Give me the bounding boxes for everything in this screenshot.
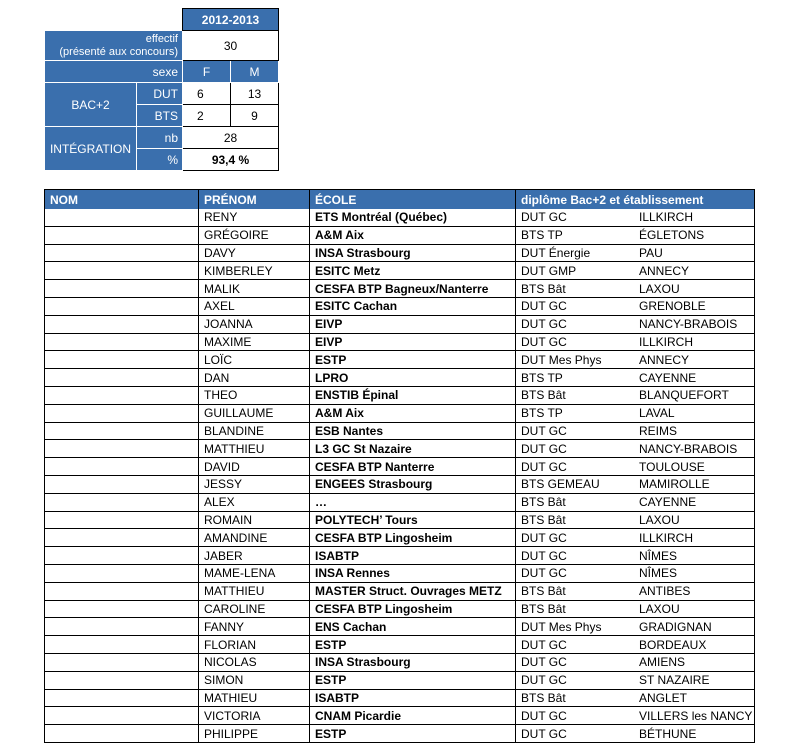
diplome-type: BTS Bât xyxy=(521,281,566,296)
effectif-value: 30 xyxy=(183,31,279,61)
cell-prenom: MALIK xyxy=(199,280,310,298)
cell-nom xyxy=(45,209,199,226)
sexe-m: M xyxy=(231,61,279,83)
diplome-type: BTS TP xyxy=(521,370,563,385)
diplome-type: DUT Énergie xyxy=(521,245,591,260)
list-header-row xyxy=(45,190,755,210)
diplome-type: BTS Bât xyxy=(521,601,566,616)
diplome-type: BTS Bât xyxy=(521,512,566,527)
diplome-etablissement: MAMIROLLE xyxy=(639,477,710,492)
dut-m-value: 13 xyxy=(231,83,279,105)
cell-ecole: POLYTECH’ Tours xyxy=(310,511,516,529)
table-row xyxy=(45,386,755,404)
dut-f-value: 6 xyxy=(183,83,231,105)
cell-nom xyxy=(45,458,199,476)
cell-diplome xyxy=(516,529,755,547)
table-row xyxy=(45,422,755,440)
cell-diplome xyxy=(516,315,755,333)
cell-nom xyxy=(45,315,199,333)
dut-label: DUT xyxy=(137,83,183,105)
bts-f-value: 2 xyxy=(183,105,231,127)
cell-diplome xyxy=(516,582,755,600)
sexe-f: F xyxy=(183,61,231,83)
diplome-type: BTS Bât xyxy=(521,690,566,705)
cell-ecole: ESITC Metz xyxy=(310,262,516,280)
cell-prenom: FLORIAN xyxy=(199,636,310,654)
table-row xyxy=(45,280,755,298)
table-row xyxy=(45,404,755,422)
cell-ecole: ISABTP xyxy=(310,547,516,565)
diplome-etablissement: VILLERS les NANCY xyxy=(639,708,753,723)
cell-prenom: ROMAIN xyxy=(199,511,310,529)
cell-prenom: MAXIME xyxy=(199,333,310,351)
table-row xyxy=(45,440,755,458)
cell-nom xyxy=(45,369,199,387)
cell-nom xyxy=(45,564,199,582)
cell-prenom: DAVY xyxy=(199,244,310,262)
diplome-type: DUT GMP xyxy=(521,263,577,278)
cell-ecole: ESTP xyxy=(310,725,516,743)
pct-label: % xyxy=(137,149,183,171)
cell-ecole: INSA Strasbourg xyxy=(310,244,516,262)
diplome-etablissement: CAYENNE xyxy=(639,495,697,510)
cell-prenom: JOANNA xyxy=(199,315,310,333)
table-row xyxy=(45,564,755,582)
diplome-type: DUT GC xyxy=(521,548,567,563)
cell-diplome xyxy=(516,564,755,582)
table-row xyxy=(45,226,755,244)
list-body xyxy=(45,209,755,742)
sexe-row xyxy=(45,61,279,83)
cell-nom xyxy=(45,475,199,493)
header-ecole: ÉCOLE xyxy=(310,190,516,210)
students-table xyxy=(44,189,755,743)
table-row xyxy=(45,725,755,743)
diplome-type: BTS TP xyxy=(521,228,563,243)
cell-nom xyxy=(45,600,199,618)
cell-diplome xyxy=(516,547,755,565)
diplome-type: DUT GC xyxy=(521,566,567,581)
cell-prenom: VICTORIA xyxy=(199,707,310,725)
cell-nom xyxy=(45,493,199,511)
cell-nom xyxy=(45,280,199,298)
cell-nom xyxy=(45,333,199,351)
cell-prenom: MATHIEU xyxy=(199,689,310,707)
cell-ecole: ENGEES Strasbourg xyxy=(310,475,516,493)
diplome-type: DUT Mes Phys xyxy=(521,352,602,367)
diplome-type: BTS Bât xyxy=(521,495,566,510)
sexe-label: sexe xyxy=(45,61,183,83)
cell-diplome xyxy=(516,262,755,280)
diplome-etablissement: ANGLET xyxy=(639,690,688,705)
diplome-etablissement: ÉGLETONS xyxy=(639,228,705,243)
cell-prenom: LOÏC xyxy=(199,351,310,369)
cell-diplome xyxy=(516,244,755,262)
table-row xyxy=(45,582,755,600)
cell-prenom: AXEL xyxy=(199,297,310,315)
cell-ecole: EIVP xyxy=(310,315,516,333)
cell-prenom: FANNY xyxy=(199,618,310,636)
cell-ecole: ENS Cachan xyxy=(310,618,516,636)
diplome-type: DUT GC xyxy=(521,726,567,741)
cell-nom xyxy=(45,511,199,529)
diplome-type: DUT GC xyxy=(521,637,567,652)
nb-value: 28 xyxy=(183,127,279,149)
cell-nom xyxy=(45,440,199,458)
diplome-type: BTS Bât xyxy=(521,584,566,599)
cell-prenom: SIMON xyxy=(199,671,310,689)
diplome-etablissement: NANCY-BRABOIS xyxy=(639,441,738,456)
nb-label: nb xyxy=(137,127,183,149)
bac2-label: BAC+2 xyxy=(45,83,137,127)
diplome-type: BTS GEMEAU xyxy=(521,477,600,492)
diplome-type: DUT GC xyxy=(521,317,567,332)
diplome-etablissement: LAVAL xyxy=(639,406,675,421)
diplome-type: DUT Mes Phys xyxy=(521,619,602,634)
diplome-etablissement: ANNECY xyxy=(639,263,690,278)
diplome-etablissement: AMIENS xyxy=(639,655,686,670)
cell-ecole: INSA Rennes xyxy=(310,564,516,582)
table-row xyxy=(45,707,755,725)
summary-header-row xyxy=(45,9,279,31)
cell-nom xyxy=(45,226,199,244)
effectif-label xyxy=(45,31,183,61)
cell-ecole: ESB Nantes xyxy=(310,422,516,440)
diplome-type: DUT GC xyxy=(521,299,567,314)
cell-diplome xyxy=(516,618,755,636)
cell-ecole: A&M Aix xyxy=(310,404,516,422)
summary-table xyxy=(44,8,279,171)
cell-ecole: ESTP xyxy=(310,351,516,369)
diplome-type: DUT GC xyxy=(521,423,567,438)
table-row xyxy=(45,262,755,280)
cell-nom xyxy=(45,636,199,654)
table-row xyxy=(45,511,755,529)
diplome-type: BTS TP xyxy=(521,406,563,421)
cell-ecole: LPRO xyxy=(310,369,516,387)
cell-diplome xyxy=(516,226,755,244)
cell-diplome xyxy=(516,209,755,226)
table-row xyxy=(45,475,755,493)
cell-ecole: ENSTIB Épinal xyxy=(310,386,516,404)
diplome-etablissement: ILLKIRCH xyxy=(639,210,694,225)
cell-diplome xyxy=(516,493,755,511)
cell-ecole: A&M Aix xyxy=(310,226,516,244)
diplome-type: DUT GC xyxy=(521,334,567,349)
cell-diplome xyxy=(516,725,755,743)
cell-diplome xyxy=(516,440,755,458)
cell-nom xyxy=(45,386,199,404)
cell-prenom: RENY xyxy=(199,209,310,226)
integration-label: INTÉGRATION xyxy=(45,127,137,171)
table-row xyxy=(45,209,755,226)
table-row xyxy=(45,369,755,387)
year-header: 2012-2013 xyxy=(183,9,279,31)
cell-ecole: CESFA BTP Lingosheim xyxy=(310,529,516,547)
table-row xyxy=(45,493,755,511)
cell-nom xyxy=(45,689,199,707)
diplome-etablissement: LAXOU xyxy=(639,601,680,616)
cell-nom xyxy=(45,707,199,725)
diplome-etablissement: ANNECY xyxy=(639,352,690,367)
table-row xyxy=(45,600,755,618)
diplome-etablissement: LAXOU xyxy=(639,512,680,527)
table-row xyxy=(45,315,755,333)
bts-label: BTS xyxy=(137,105,183,127)
cell-nom xyxy=(45,725,199,743)
table-row xyxy=(45,529,755,547)
header-nom: NOM xyxy=(45,190,199,210)
cell-diplome xyxy=(516,689,755,707)
cell-diplome xyxy=(516,297,755,315)
diplome-type: DUT GC xyxy=(521,459,567,474)
diplome-type: DUT GC xyxy=(521,530,567,545)
cell-nom xyxy=(45,351,199,369)
diplome-type: BTS Bât xyxy=(521,388,566,403)
cell-ecole: ISABTP xyxy=(310,689,516,707)
cell-nom xyxy=(45,422,199,440)
diplome-etablissement: ANTIBES xyxy=(639,584,691,599)
effectif-row xyxy=(45,31,279,61)
cell-ecole: CESFA BTP Nanterre xyxy=(310,458,516,476)
effectif-label-line2: (présenté aux concours) xyxy=(59,45,178,58)
cell-ecole: ETS Montréal (Québec) xyxy=(310,209,516,226)
cell-diplome xyxy=(516,280,755,298)
diplome-etablissement: BORDEAUX xyxy=(639,637,707,652)
table-row xyxy=(45,653,755,671)
cell-diplome xyxy=(516,671,755,689)
cell-ecole: CESFA BTP Lingosheim xyxy=(310,600,516,618)
cell-prenom: MATTHIEU xyxy=(199,440,310,458)
diplome-etablissement: PAU xyxy=(639,245,663,260)
cell-diplome xyxy=(516,386,755,404)
nb-row xyxy=(45,127,279,149)
cell-ecole: CNAM Picardie xyxy=(310,707,516,725)
table-row xyxy=(45,547,755,565)
diplome-etablissement: ILLKIRCH xyxy=(639,530,694,545)
cell-diplome xyxy=(516,511,755,529)
cell-diplome xyxy=(516,636,755,654)
cell-diplome xyxy=(516,707,755,725)
cell-nom xyxy=(45,244,199,262)
cell-diplome xyxy=(516,351,755,369)
cell-ecole: ESITC Cachan xyxy=(310,297,516,315)
cell-nom xyxy=(45,529,199,547)
cell-prenom: DAVID xyxy=(199,458,310,476)
diplome-etablissement: TOULOUSE xyxy=(639,459,705,474)
cell-ecole: ESTP xyxy=(310,636,516,654)
diplome-etablissement: REIMS xyxy=(639,423,678,438)
cell-ecole: INSA Strasbourg xyxy=(310,653,516,671)
cell-ecole: … xyxy=(310,493,516,511)
cell-diplome xyxy=(516,653,755,671)
cell-nom xyxy=(45,297,199,315)
cell-ecole: L3 GC St Nazaire xyxy=(310,440,516,458)
diplome-etablissement: NÎMES xyxy=(639,566,678,581)
diplome-etablissement: GRENOBLE xyxy=(639,299,706,314)
cell-nom xyxy=(45,653,199,671)
cell-prenom: JABER xyxy=(199,547,310,565)
cell-ecole: EIVP xyxy=(310,333,516,351)
diplome-etablissement: ILLKIRCH xyxy=(639,334,694,349)
table-row xyxy=(45,244,755,262)
table-row xyxy=(45,458,755,476)
cell-prenom: PHILIPPE xyxy=(199,725,310,743)
cell-nom xyxy=(45,262,199,280)
cell-diplome xyxy=(516,369,755,387)
cell-nom xyxy=(45,618,199,636)
cell-prenom: GRÉGOIRE xyxy=(199,226,310,244)
cell-prenom: MAME-LENA xyxy=(199,564,310,582)
cell-prenom: BLANDINE xyxy=(199,422,310,440)
cell-diplome xyxy=(516,458,755,476)
dut-row xyxy=(45,83,279,105)
header-prenom: PRÉNOM xyxy=(199,190,310,210)
diplome-etablissement: LAXOU xyxy=(639,281,680,296)
diplome-etablissement: NANCY-BRABOIS xyxy=(639,317,738,332)
cell-prenom: JESSY xyxy=(199,475,310,493)
cell-prenom: NICOLAS xyxy=(199,653,310,671)
diplome-etablissement: NÎMES xyxy=(639,548,678,563)
diplome-type: DUT GC xyxy=(521,441,567,456)
diplome-etablissement: ST NAZAIRE xyxy=(639,673,710,688)
cell-diplome xyxy=(516,422,755,440)
cell-ecole: ESTP xyxy=(310,671,516,689)
pct-value: 93,4 % xyxy=(183,149,279,171)
cell-nom xyxy=(45,582,199,600)
cell-prenom: KIMBERLEY xyxy=(199,262,310,280)
cell-diplome xyxy=(516,404,755,422)
bts-m-value: 9 xyxy=(231,105,279,127)
table-row xyxy=(45,689,755,707)
diplome-type: DUT GC xyxy=(521,673,567,688)
diplome-etablissement: BLANQUEFORT xyxy=(639,388,729,403)
diplome-etablissement: CAYENNE xyxy=(639,370,697,385)
cell-diplome xyxy=(516,475,755,493)
table-row xyxy=(45,636,755,654)
cell-prenom: CAROLINE xyxy=(199,600,310,618)
cell-prenom: DAN xyxy=(199,369,310,387)
table-row xyxy=(45,333,755,351)
cell-prenom: GUILLAUME xyxy=(199,404,310,422)
cell-diplome xyxy=(516,333,755,351)
cell-nom xyxy=(45,547,199,565)
diplome-type: DUT GC xyxy=(521,655,567,670)
diplome-type: DUT GC xyxy=(521,708,567,723)
header-diplome: diplôme Bac+2 et établissement xyxy=(516,190,755,210)
table-row xyxy=(45,671,755,689)
diplome-etablissement: BÉTHUNE xyxy=(639,726,697,741)
diplome-etablissement: GRADIGNAN xyxy=(639,619,712,634)
diplome-type: DUT GC xyxy=(521,210,567,225)
cell-prenom: AMANDINE xyxy=(199,529,310,547)
cell-ecole: MASTER Struct. Ouvrages METZ xyxy=(310,582,516,600)
cell-prenom: ALEX xyxy=(199,493,310,511)
cell-ecole: CESFA BTP Bagneux/Nanterre xyxy=(310,280,516,298)
cell-nom xyxy=(45,671,199,689)
cell-nom xyxy=(45,404,199,422)
table-row xyxy=(45,297,755,315)
cell-prenom: THEO xyxy=(199,386,310,404)
table-row xyxy=(45,618,755,636)
effectif-label-line1: effectif xyxy=(145,32,178,45)
table-row xyxy=(45,351,755,369)
cell-prenom: MATTHIEU xyxy=(199,582,310,600)
cell-diplome xyxy=(516,600,755,618)
